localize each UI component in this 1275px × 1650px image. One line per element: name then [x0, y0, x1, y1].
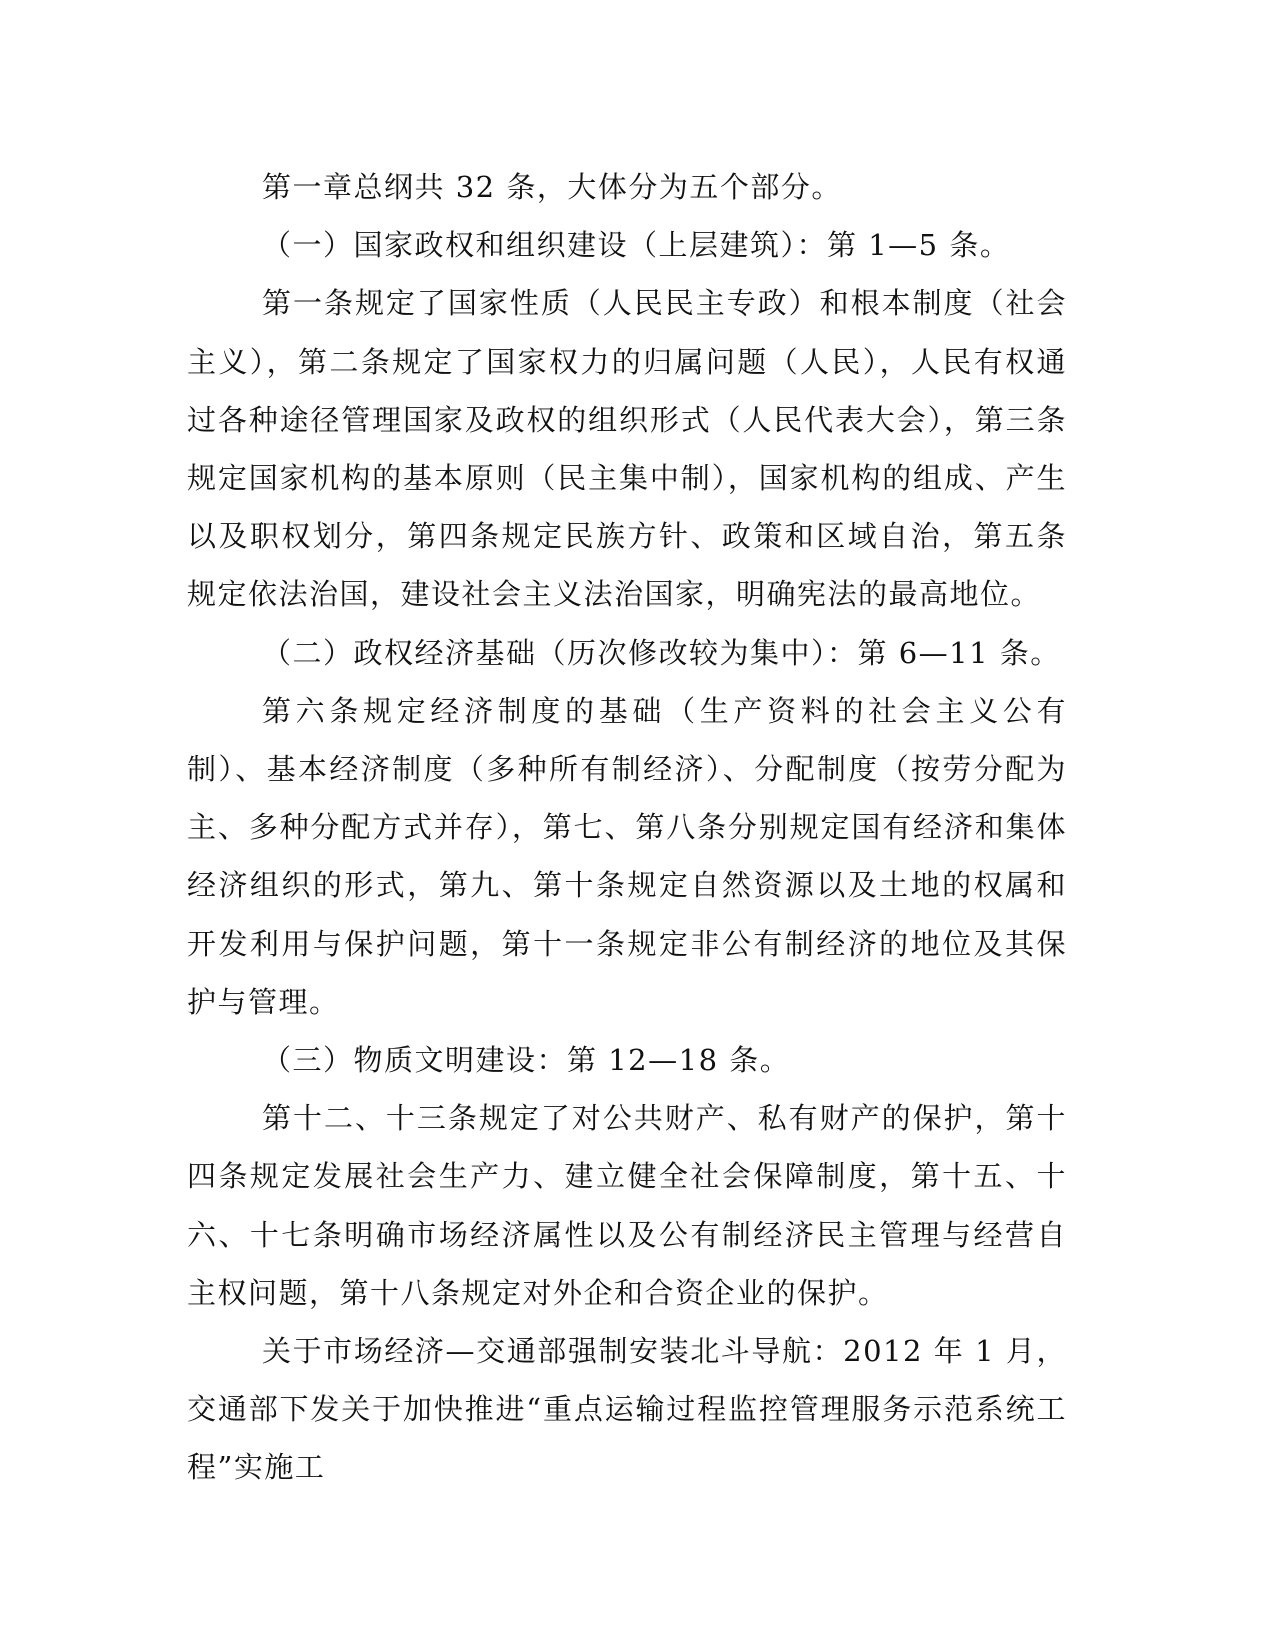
- paragraph-section-2-body: 第六条规定经济制度的基础（生产资料的社会主义公有制）、基本经济制度（多种所有制经济）、分配制度（按劳分配为主、多种分配方式并存），第七、第八条分别规定国有经济和集体经济组织的形式，第九、第十条规定自然资源以及土地的权属和开发利用与保护问题，第十一条规定非公有制经济的地位及其保护与管理。: [187, 693, 1067, 1019]
- paragraph-section-3-heading: （三）物质文明建设：第 12—18 条。: [262, 1043, 791, 1078]
- paragraph-section-1-body: 第一条规定了国家性质（人民民主专政）和根本制度（社会主义），第二条规定了国家权力的归属问题（人民），人民有权通过各种途径管理国家及政权的组织形式（人民代表大会），第三条规定国家机构的基本原则（民主集中制），国家机构的组成、产生以及职权划分，第四条规定民族方针、政策和区域自治，第五条规定依法治国，建设社会主义法治国家，明确宪法的最高地位。: [187, 286, 1067, 612]
- paragraph-section-2-heading: （二）政权经济基础（历次修改较为集中）：第 6—11 条。: [262, 635, 1061, 670]
- paragraph-chapter-summary: 第一章总纲共 32 条，大体分为五个部分。: [262, 170, 842, 204]
- body-text: [187, 158, 1067, 1497]
- paragraph-market-economy: 关于市场经济—交通部强制安装北斗导航：2012 年 1 月，交通部下发关于加快推进“重点运输过程监控管理服务示范系统工程”实施工: [187, 1334, 1067, 1485]
- paragraph-section-1-heading: （一）国家政权和组织建设（上层建筑）：第 1—5 条。: [262, 228, 1011, 263]
- paragraph-section-3-body: 第十二、十三条规定了对公共财产、私有财产的保护，第十四条规定发展社会生产力、建立健全社会保障制度，第十五、十六、十七条明确市场经济属性以及公有制经济民主管理与经营自主权问题，第十八条规定对外企和合资企业的保护。: [187, 1101, 1067, 1310]
